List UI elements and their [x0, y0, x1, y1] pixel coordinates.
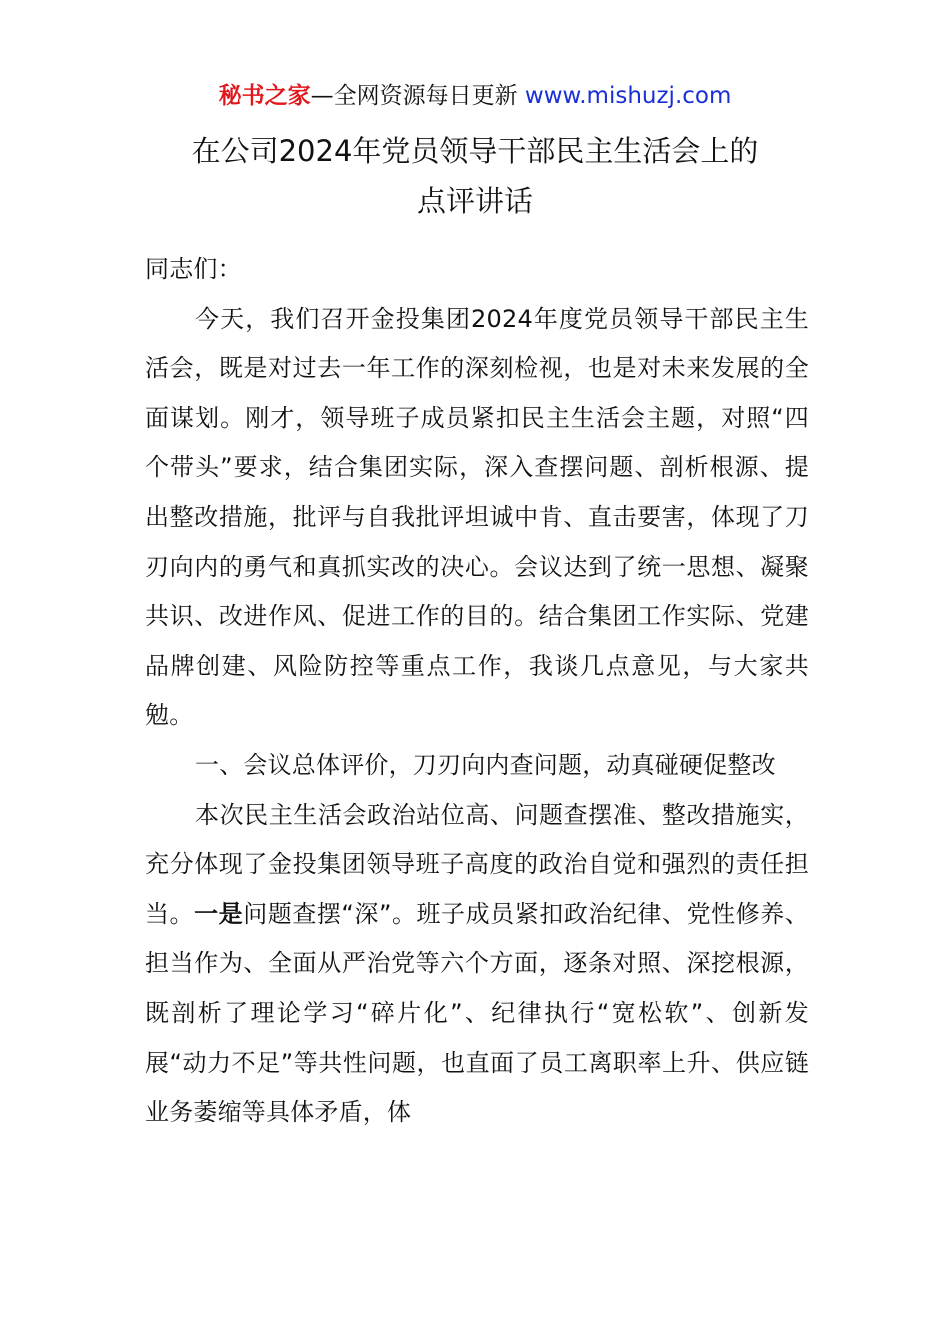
section-heading-1: 一、会议总体评价，刀刃向内查问题，动真碰硬促整改: [195, 750, 776, 779]
site-brand: 秘书之家: [218, 83, 311, 109]
paragraph-intro: 今天，我们召开金投集团2024年度党员领导干部民主生活会，既是对过去一年工作的深刻检视，也是对未来发展的全面谋划。刚才，领导班子成员紧扣民主生活会主题，对照“四个带头”要求，结合集团实际，深入查摆问题、剖析根源、提出整改措施，批评与自我批评坦诚中肯、直击要害，体现了刀刃向内的勇气和真抓实改的决心。会议达到了统一思想、凝聚共识、改进作风、促进工作的目的。结合集团工作实际、党建品牌创建、风险防控等重点工作，我谈几点意见，与大家共勉。: [145, 304, 809, 730]
salutation: 同志们：: [145, 255, 242, 283]
site-header: [0, 80, 950, 112]
document-body: [145, 245, 809, 1138]
paragraph-evaluation: [145, 791, 809, 1138]
paragraph-evaluation-text-2: 问题查摆“深”。班子成员紧扣政治纪律、党性修养、担当作为、全面从严治党等六个方面，逐条对照、深挖根源，既剖析了理论学习“碎片化”、纪律执行“宽松软”、创新发展“动力不足”等共性问题，也直面了员工离职率上升、供应链业务萎缩等具体矛盾，体: [145, 899, 809, 1127]
title-line-1: 在公司2024年党员领导干部民主生活会上的: [191, 134, 759, 168]
site-url-link[interactable]: www.mishuzj.com: [524, 83, 732, 109]
paragraph-evaluation-bold: 一是: [194, 899, 244, 928]
site-tagline: —全网资源每日更新: [310, 83, 525, 109]
title-line-2: 点评讲话: [416, 184, 533, 218]
paragraph-evaluation-text-1: 本次民主生活会政治站位高、问题查摆准、整改措施实，充分体现了金投集团领导班子高度的政治自觉和强烈的责任担当。: [145, 800, 809, 928]
document-title: [0, 126, 950, 226]
